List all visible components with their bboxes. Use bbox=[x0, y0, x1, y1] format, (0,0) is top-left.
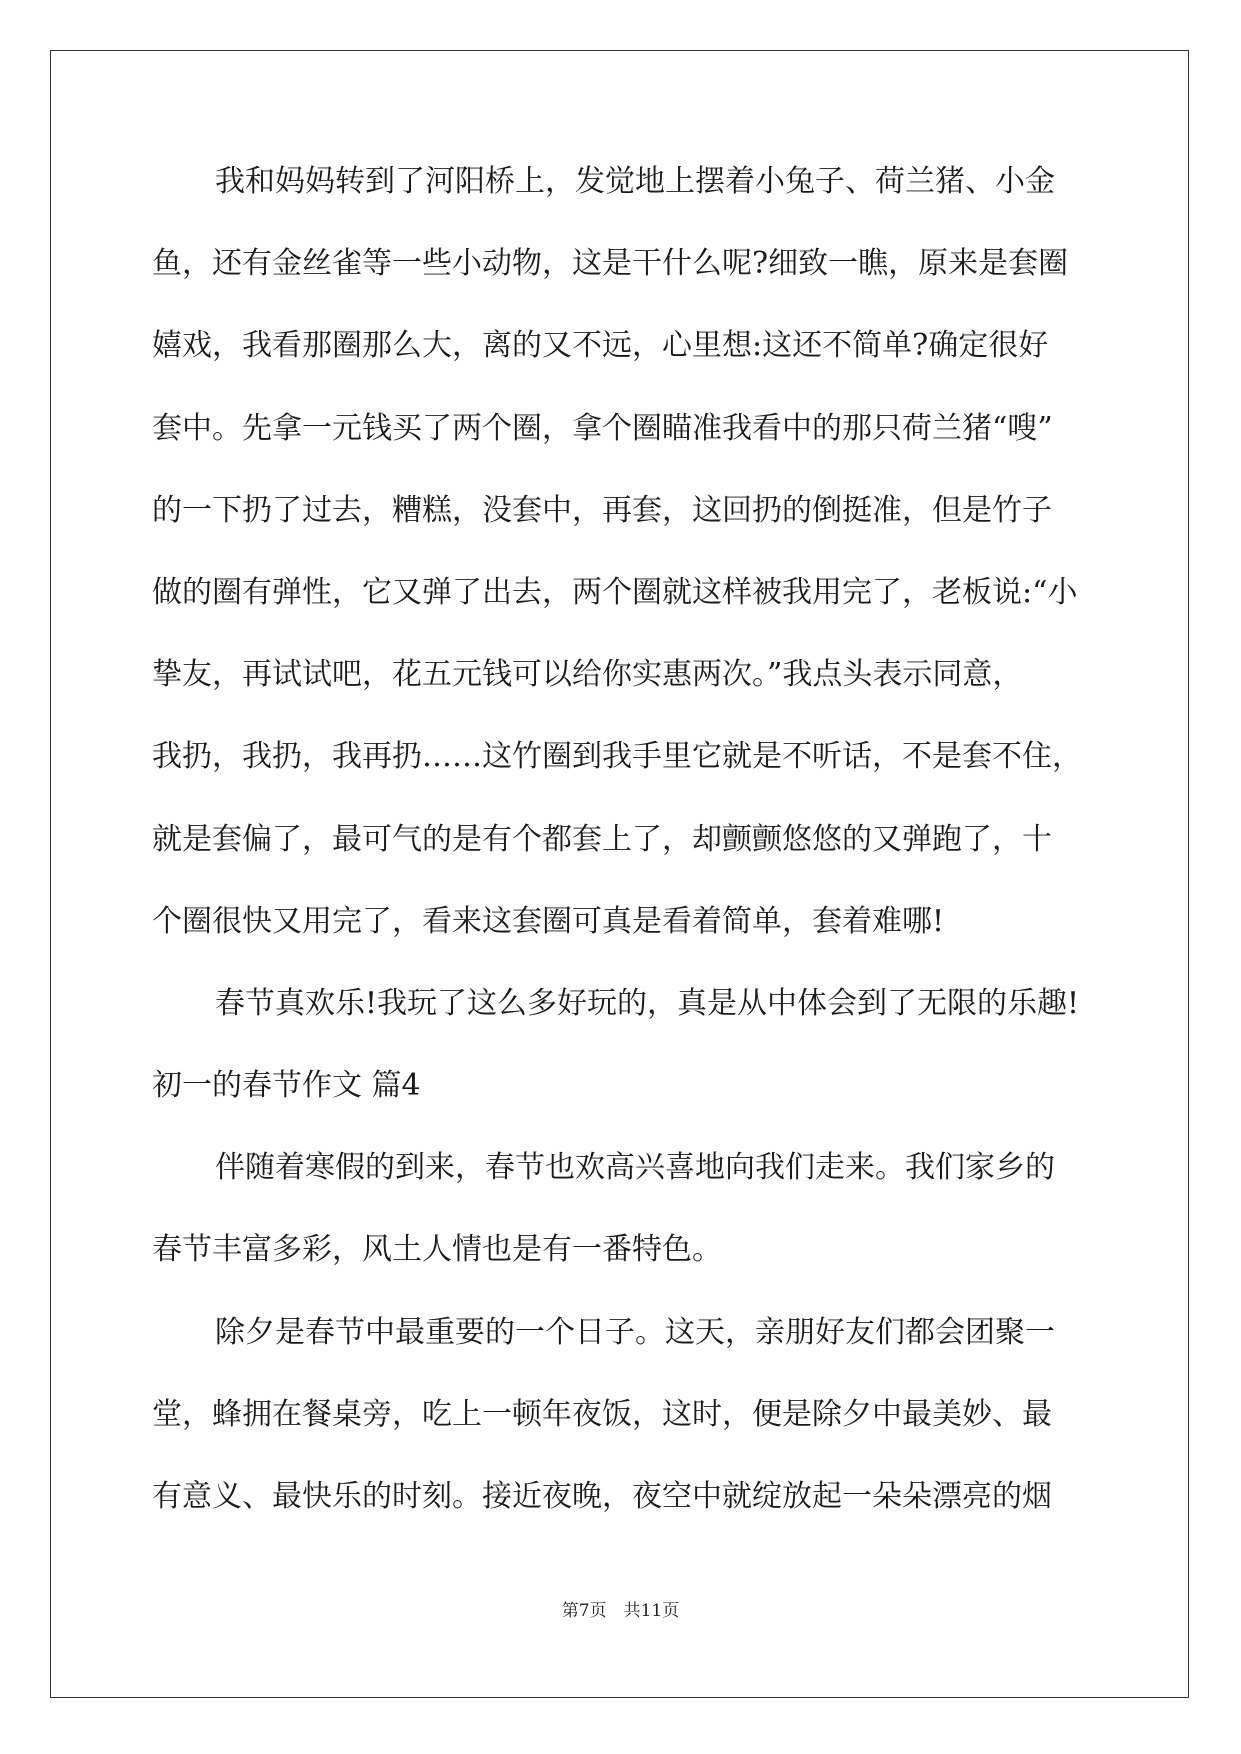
document-body bbox=[152, 158, 1092, 1555]
text-line: 除夕是春节中最重要的一个日子。这天，亲朋好友们都会团聚一 bbox=[215, 1314, 1055, 1350]
text-line: 伴随着寒假的到来，春节也欢高兴喜地向我们走来。我们家乡的 bbox=[215, 1150, 1055, 1186]
text-line: 鱼，还有金丝雀等一些小动物，这是干什么呢?细致一瞧，原来是套圈 bbox=[152, 246, 1069, 282]
text-line: 个圈很快又用完了，看来这套圈可真是看着简单，套着难哪! bbox=[152, 903, 945, 939]
text-line: 有意义、最快乐的时刻。接近夜晚，夜空中就绽放起一朵朵漂亮的烟 bbox=[152, 1479, 1052, 1514]
text-line: 挚友，再试试吧，花五元钱可以给你实惠两次。”我点头表示同意， bbox=[152, 657, 1023, 693]
section-heading: 初一的春节作文 篇4 bbox=[152, 1068, 421, 1104]
text-line: 堂，蜂拥在餐桌旁，吃上一顿年夜饭，这时，便是除夕中最美妙、最 bbox=[152, 1396, 1052, 1432]
text-line: 的一下扔了过去，糟糕，没套中，再套，这回扔的倒挺准，但是竹子 bbox=[152, 492, 1052, 528]
text-line: 做的圈有弹性，它又弹了出去，两个圈就这样被我用完了，老板说:“小 bbox=[152, 574, 1078, 610]
text-line: 套中。先拿一元钱买了两个圈，拿个圈瞄准我看中的那只荷兰猪“嗖” bbox=[152, 410, 1053, 446]
text-line: 我扔，我扔，我再扔……这竹圈到我手里它就是不听话，不是套不住， bbox=[152, 739, 1082, 775]
text-line: 春节真欢乐!我玩了这么多好玩的，真是从中体会到了无限的乐趣! bbox=[215, 985, 1080, 1021]
text-line: 就是套偏了，最可气的是有个都套上了，却颤颤悠悠的又弹跑了，十 bbox=[152, 821, 1052, 857]
page-number: 第7页 共11页 bbox=[561, 1601, 680, 1621]
text-line: 嬉戏，我看那圈那么大，离的又不远，心里想:这还不简单?确定很好 bbox=[152, 328, 1049, 364]
text-line: 我和妈妈转到了河阳桥上，发觉地上摆着小兔子、荷兰猪、小金 bbox=[215, 164, 1055, 199]
text-line: 春节丰富多彩，风土人情也是有一番特色。 bbox=[152, 1232, 722, 1268]
